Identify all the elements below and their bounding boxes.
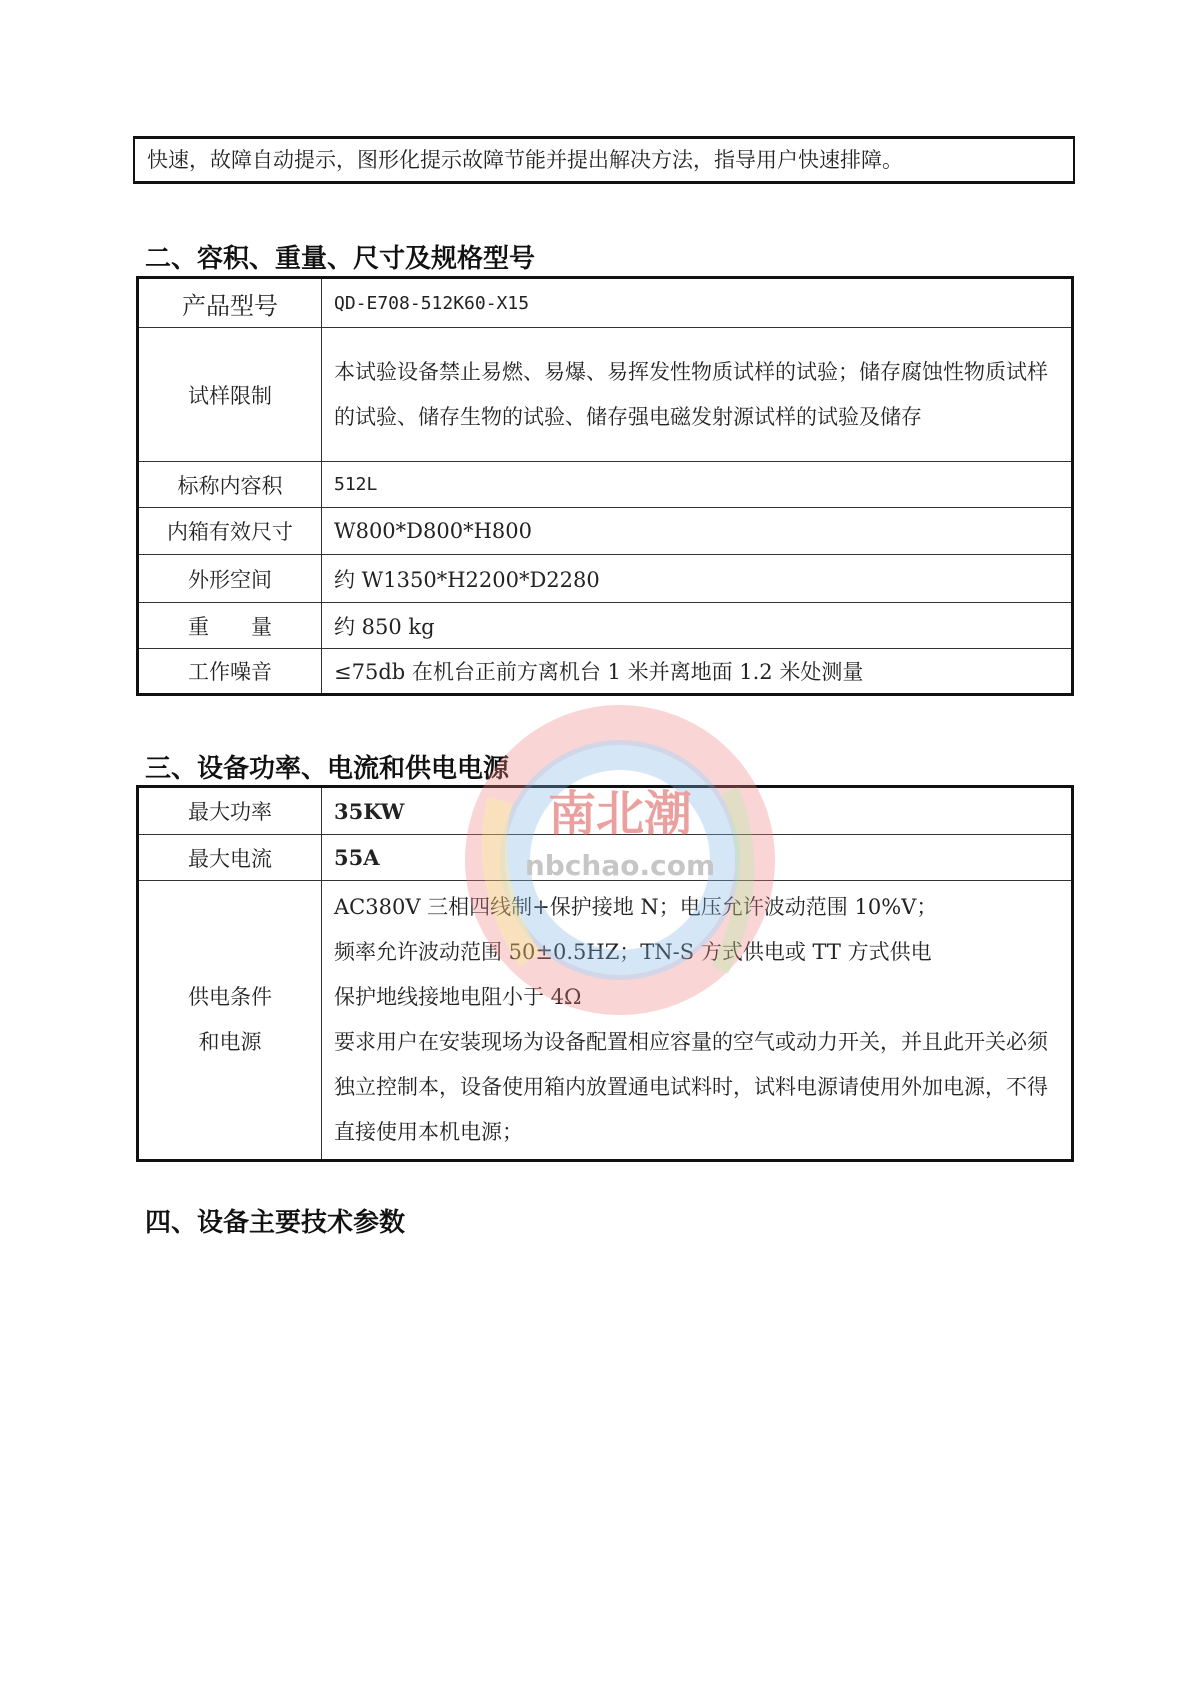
- table-row: [138, 649, 1073, 695]
- table-row: [138, 462, 1073, 508]
- row-value: W800*D800*H800: [322, 508, 1073, 555]
- table-row: [138, 278, 1073, 328]
- section-4-heading: 四、设备主要技术参数: [145, 1208, 406, 1238]
- row-value: QD-E708-512K60-X15: [322, 278, 1073, 328]
- row-value: 约 W1350*H2200*D2280: [322, 555, 1073, 603]
- value-line: AC380V 三相四线制+保护接地 N；电压允许波动范围 10%V；: [334, 895, 938, 919]
- row-label: 试样限制: [138, 328, 322, 462]
- row-value: [322, 881, 1073, 1161]
- row-label: 外形空间: [138, 555, 322, 603]
- row-value: 55A: [322, 835, 1073, 881]
- svg-text:南北潮: 南北潮: [547, 786, 693, 842]
- row-value: 本试验设备禁止易燃、易爆、易挥发性物质试样的试验；储存腐蚀性物质试样的试验、储存生物的试验、储存强电磁发射源试样的试验及储存: [322, 328, 1073, 462]
- table-row: [138, 787, 1073, 835]
- value-line: 频率允许波动范围 50±0.5HZ；TN-S 方式供电或 TT 方式供电: [334, 940, 932, 964]
- table-row: [138, 508, 1073, 555]
- table-row: [138, 881, 1073, 1161]
- value-line: 保护地线接地电阻小于 4Ω: [334, 985, 582, 1009]
- row-value: 约 850 kg: [322, 603, 1073, 649]
- row-value: 512L: [322, 462, 1073, 508]
- row-label: 最大功率: [138, 787, 322, 835]
- row-label: 最大电流: [138, 835, 322, 881]
- row-label: 工作噪音: [138, 649, 322, 695]
- table-row: [138, 603, 1073, 649]
- row-label: 产品型号: [138, 278, 322, 328]
- section-3-heading: 三、设备功率、电流和供电电源: [145, 754, 510, 784]
- label-line: 和电源: [198, 1030, 262, 1054]
- row-value: 35KW: [322, 787, 1073, 835]
- row-value: ≤75db 在机台正前方离机台 1 米并离地面 1.2 米处测量: [322, 649, 1073, 695]
- continued-text-box: 快速，故障自动提示，图形化提示故障节能并提出解决方法，指导用户快速排障。: [133, 136, 1075, 184]
- row-label: 内箱有效尺寸: [138, 508, 322, 555]
- table-row: [138, 328, 1073, 462]
- row-label: [138, 881, 322, 1161]
- value-line: 要求用户在安装现场为设备配置相应容量的空气或动力开关，并且此开关必须独立控制本，设备使用箱内放置通电试料时，试料电源请使用外加电源，不得直接使用本机电源；: [334, 1030, 1048, 1144]
- table-row: [138, 555, 1073, 603]
- power-table: [136, 785, 1074, 1162]
- row-label: 重 量: [138, 603, 322, 649]
- label-line: 供电条件: [188, 985, 272, 1009]
- spec-table: [136, 276, 1074, 696]
- svg-text:nbchao.com: nbchao.com: [524, 849, 716, 882]
- section-2-heading: 二、容积、重量、尺寸及规格型号: [145, 244, 536, 274]
- row-label: 标称内容积: [138, 462, 322, 508]
- table-row: [138, 835, 1073, 881]
